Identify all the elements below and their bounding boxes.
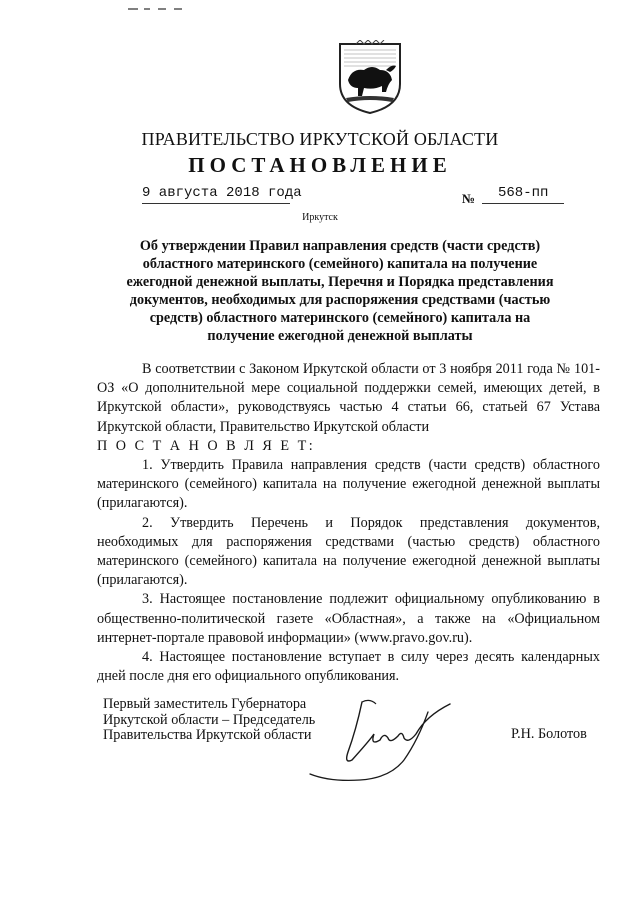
title-line: ежегодной денежной выплаты, Перечня и Порядка представления bbox=[126, 274, 554, 290]
government-name: ПРАВИТЕЛЬСТВО ИРКУТСКОЙ ОБЛАСТИ bbox=[141, 129, 499, 149]
handwritten-signature bbox=[300, 690, 460, 785]
signatory-position bbox=[103, 697, 315, 744]
title-line: получение ежегодной денежной выплаты bbox=[207, 328, 473, 344]
coat-of-arms-emblem bbox=[334, 40, 406, 116]
item-paragraph: 1. Утвердить Правила направления средств (части средств) областного материнского (семейного) капитала на получение ежегодной денежной выплаты (прилагаются). bbox=[97, 457, 600, 512]
document-type-heading: ПОСТАНОВЛЕНИЕ bbox=[188, 153, 452, 177]
item-paragraph: 4. Настоящее постановление вступает в силу через десять календарных дней после дня его официального опубликования. bbox=[97, 649, 600, 685]
position-line: Первый заместитель Губернатора bbox=[103, 696, 307, 712]
city-name: Иркутск bbox=[302, 212, 338, 223]
decree-word: П О С Т А Н О В Л Я Е Т: bbox=[97, 437, 316, 454]
signatory-name: Р.Н. Болотов bbox=[511, 726, 587, 742]
number-underline bbox=[482, 203, 564, 204]
preamble-paragraph: В соответствии с Законом Иркутской области от 3 ноября 2011 года № 101-ОЗ «О дополнительной мере социальной поддержки семей, имеющих детей, в Иркутской области», руководствуясь частью 4 статьи 66, статьей 67 Устава Иркутской области, Правительство Иркутской области bbox=[97, 361, 600, 435]
number-sign: № bbox=[462, 191, 476, 206]
position-line: Правительства Иркутской области bbox=[103, 727, 312, 743]
item-paragraph: 2. Утвердить Перечень и Порядок представления документов, необходимых для распоряжения средствами (частью средств) областного материнского (семейного) капитала на получение ежегодной денежной выплаты (прилагаются). bbox=[97, 514, 600, 589]
item-paragraph: 3. Настоящее постановление подлежит официальному опубликованию в общественно-политической газете «Областная», а также на «Официальном интернет-портале правовой информации» (www.pravo.gov.ru). bbox=[97, 591, 600, 646]
scan-artifact-mark bbox=[128, 0, 184, 6]
title-line: областного материнского (семейного) капитала на получение bbox=[142, 256, 538, 272]
position-line: Иркутской области – Председатель bbox=[103, 711, 316, 728]
title-line: документов, необходимых для распоряжения средствами (частью bbox=[129, 292, 551, 308]
title-line: средств) областного материнского (семейного) капитала на bbox=[149, 310, 531, 326]
document-date: 9 августа 2018 года bbox=[142, 185, 302, 201]
document-title bbox=[120, 237, 560, 345]
date-underline bbox=[142, 203, 290, 204]
document-body bbox=[97, 360, 600, 686]
title-line: Об утверждении Правил направления средств (части средств) bbox=[139, 238, 541, 254]
document-number: 568-пп bbox=[498, 185, 549, 201]
